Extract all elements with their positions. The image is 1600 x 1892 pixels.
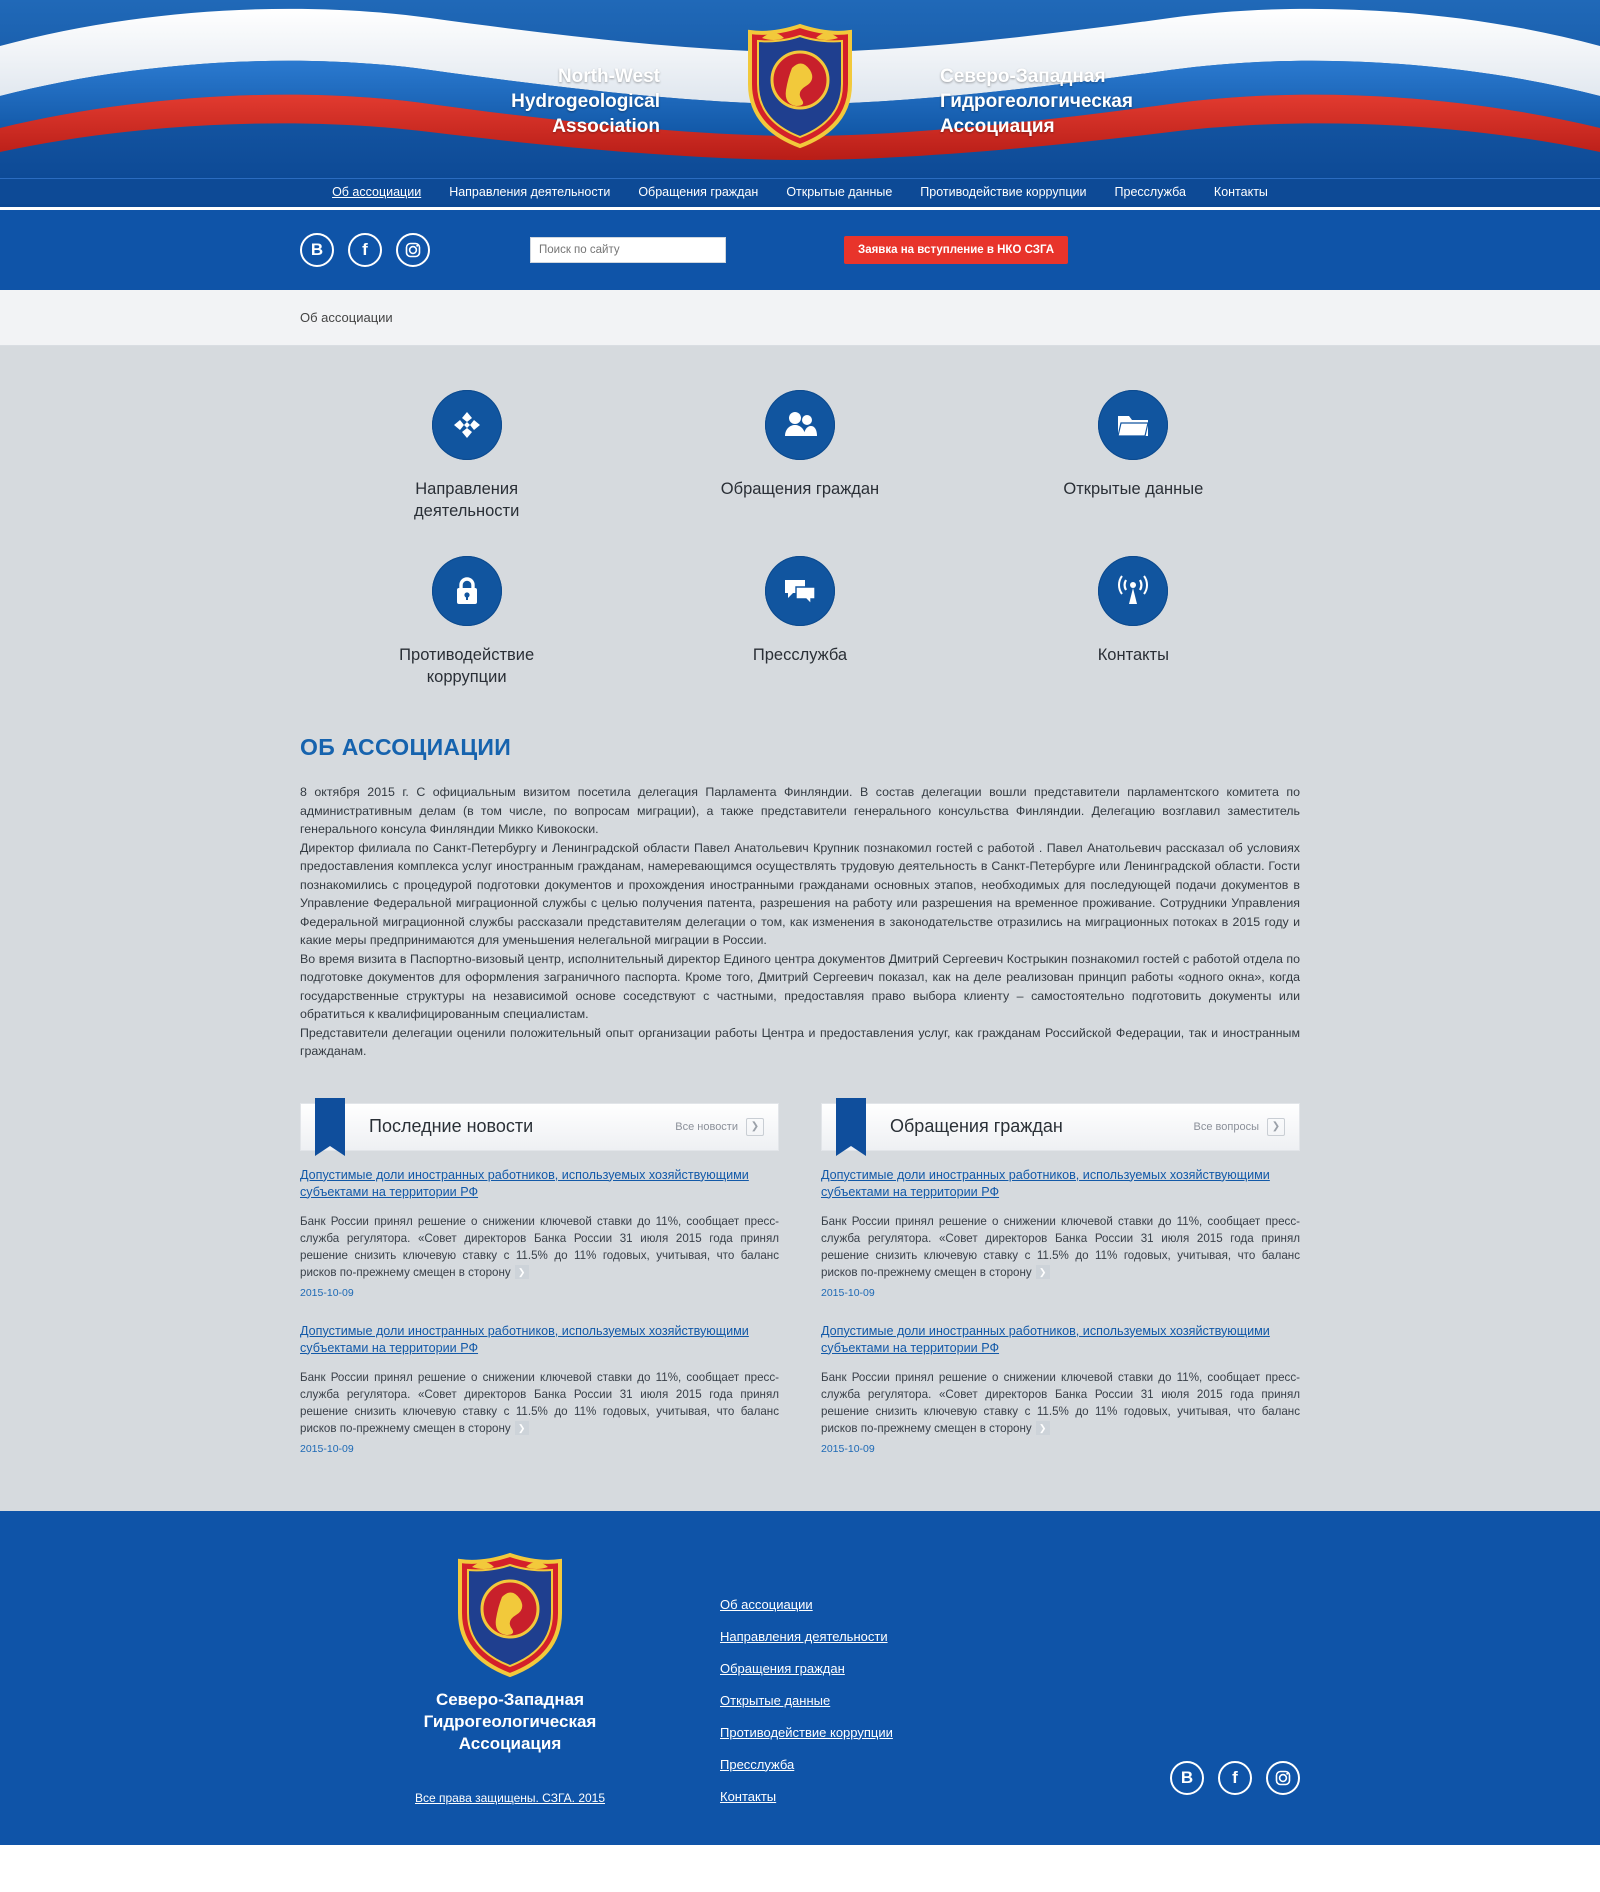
footer-navigation[interactable] — [720, 1551, 1170, 1805]
footer-org-line2: Гидрогеологическая — [423, 1711, 597, 1731]
utility-bar — [0, 210, 1600, 290]
tile-directions-label — [414, 478, 519, 522]
site-title-en-line1: North-West — [557, 66, 660, 87]
chevron-right-icon: ❯ — [1267, 1118, 1285, 1136]
footer-link-open-data[interactable]: Открытые данные — [720, 1692, 831, 1708]
article-paragraph: Директор филиала по Санкт-Петербургу и Ленинградской области Павел Анатольевич Крупник познакомил гостей с работой . Павел Анатольевич рассказал об условиях предоставления комплекса услуг иностранным гражданам, намеревающимся осуществлять трудовую деятельность в Санкт-Петербурге или Ленинградской области. Гости познакомились с процедурой подготовки документов и прохождения иностранными гражданами основных этапов, необходимых для последующей подачи документов в Управление Федеральной миграционной службы с целью получения патента, разрешения на работу или разрешения на временное проживание. Сотрудники Управления Федеральной миграционной службы рассказали представителям делегации о том, как изменения в законодательстве отразились на миграционных потоках в 2015 году и какие меры предпринимаются для уменьшения нелегальной миграции в России. — [300, 840, 1300, 947]
news-excerpt — [300, 1213, 779, 1281]
all-news-label: Все новости — [675, 1120, 738, 1133]
ribbon-decoration — [315, 1098, 345, 1146]
footer-brand — [300, 1551, 720, 1805]
all-questions-label: Все вопросы — [1193, 1120, 1259, 1133]
article-paragraph: 8 октября 2015 г. С официальным визитом посетила делегация Парламента Финляндии. В состав делегации вошли представители парламентского комитета по административным делам (в том числе, по вопросам миграции), а также представители генерального консульства Финляндии. Делегацию возглавил заместитель генерального консула Финляндии Микко Кивокоски. — [300, 785, 1300, 836]
read-more-icon[interactable]: ❯ — [1036, 1421, 1050, 1435]
site-title-ru-line3: Ассоциация — [940, 116, 1055, 137]
article-paragraph: Во время визита в Паспортно-визовый центр, исполнительный директор Единого центра документов Дмитрий Сергеевич Кострыкин познакомил гостей с работой отдела по подготовке документов для оформления заграничного паспорта. Кроме того, Дмитрий Сергеевич показал, как на деле реализован принцип работы «одного окна», когда государственные структуры на независимой основе соседствуют с частными, предоставляя право выбора клиенту – самостоятельно подготовить документы или обратиться к квалифицированным специалистам. — [300, 951, 1300, 1021]
folder-icon — [1098, 390, 1168, 460]
all-questions-link[interactable] — [1194, 1118, 1285, 1136]
tile-anticorruption-line2: коррупции — [426, 668, 507, 686]
panel-citizen-appeals — [821, 1103, 1300, 1463]
site-title-en-line2: Hydrogeological — [511, 91, 660, 112]
main-content — [0, 346, 1600, 1511]
footer-link-citizen-appeals[interactable]: Обращения граждан — [720, 1660, 845, 1676]
appeal-excerpt — [821, 1369, 1300, 1437]
article-paragraph: Представители делегации оценили положительный опыт организации работы Центра и предоставления услуг, как гражданам Российской Федерации, так и иностранным гражданам. — [300, 1025, 1300, 1058]
vk-icon[interactable]: В — [300, 233, 334, 267]
ribbon-decoration — [836, 1098, 866, 1146]
quick-links-grid — [300, 380, 1300, 728]
coat-of-arms-logo[interactable] — [740, 22, 860, 150]
tile-press[interactable] — [633, 556, 966, 688]
list-item — [821, 1307, 1300, 1463]
tile-anticorruption-label — [399, 644, 534, 688]
breadcrumb: Об ассоциации — [300, 309, 393, 325]
news-excerpt — [300, 1369, 779, 1437]
panel-title: Последние новости — [369, 1116, 534, 1136]
news-excerpt-text: Банк России принял решение о снижении ключевой ставки до 11%, сообщает пресс-служба регулятора. «Совет директоров Банка России 31 июля 2015 года принял решение снизить ключевую ставку с 11.5% до 11% годовых, учитывая, что баланс рисков по-прежнему смещен в сторону — [300, 1370, 779, 1435]
nav-item-open-data[interactable]: Открытые данные — [786, 184, 893, 199]
site-title-en-line3: Association — [552, 116, 660, 137]
facebook-icon[interactable]: f — [348, 233, 382, 267]
search-box[interactable] — [530, 237, 726, 263]
tile-anticorruption-line1: Противодействие — [399, 646, 535, 664]
search-input[interactable] — [539, 244, 717, 256]
footer-link-about[interactable]: Об ассоциации — [720, 1596, 813, 1612]
tile-directions[interactable] — [300, 390, 633, 522]
lock-icon — [432, 556, 502, 626]
tile-directions-line2: деятельности — [414, 502, 520, 520]
tile-press-line1: Пресслужба — [752, 646, 848, 664]
nav-item-directions[interactable]: Направления деятельности — [449, 184, 611, 199]
instagram-icon[interactable] — [396, 233, 430, 267]
tile-citizen-appeals-line1: Обращения граждан — [720, 480, 880, 498]
panel-title: Обращения граждан — [890, 1116, 1063, 1136]
appeal-excerpt-text: Банк России принял решение о снижении ключевой ставки до 11%, сообщает пресс-служба регулятора. «Совет директоров Банка России 31 июля 2015 года принял решение снизить ключевую ставку с 11.5% до 11% годовых, учитывая, что баланс рисков по-прежнему смещен в сторону — [821, 1214, 1300, 1279]
chevron-right-icon: ❯ — [746, 1118, 764, 1136]
news-title-link[interactable]: Допустимые доли иностранных работников, используемых хозяйствующими субъектами на территории РФ — [300, 1323, 749, 1355]
news-date: 2015-10-09 — [300, 1442, 354, 1455]
footer-link-contacts[interactable]: Контакты — [720, 1788, 777, 1804]
list-item — [300, 1307, 779, 1463]
read-more-icon[interactable]: ❯ — [1036, 1265, 1050, 1279]
page-title: ОБ АССОЦИАЦИИ — [300, 734, 512, 760]
panel-header — [821, 1103, 1300, 1151]
join-application-button[interactable]: Заявка на вступление в НКО СЗГА — [844, 236, 1068, 264]
read-more-icon[interactable]: ❯ — [515, 1421, 529, 1435]
footer-link-anticorruption[interactable]: Противодействие коррупции — [720, 1724, 893, 1740]
nav-item-press[interactable]: Пресслужба — [1114, 184, 1186, 199]
instagram-icon[interactable] — [1266, 1761, 1300, 1795]
nav-item-citizen-appeals[interactable]: Обращения граждан — [638, 184, 759, 199]
tile-open-data-label — [1063, 478, 1203, 500]
site-footer — [0, 1511, 1600, 1845]
footer-org-line1: Северо-Западная — [435, 1689, 585, 1709]
facebook-icon[interactable]: f — [1218, 1761, 1252, 1795]
vk-icon[interactable]: В — [1170, 1761, 1204, 1795]
tile-contacts[interactable] — [967, 556, 1300, 688]
panel-header — [300, 1103, 779, 1151]
about-article — [300, 783, 1300, 1061]
breadcrumb-bar — [0, 290, 1600, 346]
news-date: 2015-10-09 — [300, 1286, 354, 1299]
footer-org-line3: Ассоциация — [458, 1733, 562, 1753]
social-links-footer — [1170, 1551, 1300, 1805]
social-links-header — [300, 233, 430, 267]
panel-latest-news — [300, 1103, 779, 1463]
tile-contacts-line1: Контакты — [1097, 646, 1169, 664]
tile-directions-line1: Направления — [415, 480, 519, 498]
footer-link-directions[interactable]: Направления деятельности — [720, 1628, 888, 1644]
nav-item-contacts[interactable]: Контакты — [1213, 184, 1268, 199]
tile-contacts-label — [1098, 644, 1169, 666]
main-navigation[interactable] — [0, 178, 1600, 204]
tile-anticorruption[interactable] — [300, 556, 633, 688]
tile-citizen-appeals[interactable] — [633, 390, 966, 522]
site-title-ru-line2: Гидрогеологическая — [940, 91, 1133, 112]
appeal-date: 2015-10-09 — [821, 1442, 875, 1455]
broadcast-icon — [1098, 556, 1168, 626]
people-icon — [765, 390, 835, 460]
site-title-ru-line1: Северо-Западная — [940, 66, 1106, 87]
appeal-excerpt-text: Банк России принял решение о снижении ключевой ставки до 11%, сообщает пресс-служба регулятора. «Совет директоров Банка России 31 июля 2015 года принял решение снизить ключевую ставку с 11.5% до 11% годовых, учитывая, что баланс рисков по-прежнему смещен в сторону — [821, 1370, 1300, 1435]
footer-coat-of-arms-logo[interactable] — [450, 1551, 570, 1679]
appeal-excerpt — [821, 1213, 1300, 1281]
nav-item-about[interactable]: Об ассоциации — [332, 184, 422, 199]
footer-org-name — [424, 1689, 597, 1755]
tile-citizen-appeals-label — [721, 478, 879, 500]
copyright-link[interactable]: Все права защищены. СЗГА. 2015 — [414, 1790, 606, 1805]
tile-open-data-line1: Открытые данные — [1063, 480, 1204, 498]
all-news-link[interactable] — [675, 1118, 764, 1136]
tile-open-data[interactable] — [967, 390, 1300, 522]
appeal-date: 2015-10-09 — [821, 1286, 875, 1299]
nav-item-anticorruption[interactable]: Противодействие коррупции — [920, 184, 1087, 199]
chat-icon — [765, 556, 835, 626]
news-title-link[interactable]: Допустимые доли иностранных работников, используемых хозяйствующими субъектами на территории РФ — [300, 1167, 749, 1199]
bottom-panels — [300, 1103, 1300, 1511]
list-item — [821, 1151, 1300, 1307]
tile-press-label — [753, 644, 847, 666]
appeal-title-link[interactable]: Допустимые доли иностранных работников, используемых хозяйствующими субъектами на территории РФ — [821, 1167, 1270, 1199]
appeal-title-link[interactable]: Допустимые доли иностранных работников, используемых хозяйствующими субъектами на территории РФ — [821, 1323, 1270, 1355]
site-banner — [0, 0, 1600, 178]
news-excerpt-text: Банк России принял решение о снижении ключевой ставки до 11%, сообщает пресс-служба регулятора. «Совет директоров Банка России 31 июля 2015 года принял решение снизить ключевую ставку с 11.5% до 11% годовых, учитывая, что баланс рисков по-прежнему смещен в сторону — [300, 1214, 779, 1279]
read-more-icon[interactable]: ❯ — [515, 1265, 529, 1279]
directions-icon — [432, 390, 502, 460]
footer-link-press[interactable]: Пресслужба — [720, 1756, 795, 1772]
list-item — [300, 1151, 779, 1307]
